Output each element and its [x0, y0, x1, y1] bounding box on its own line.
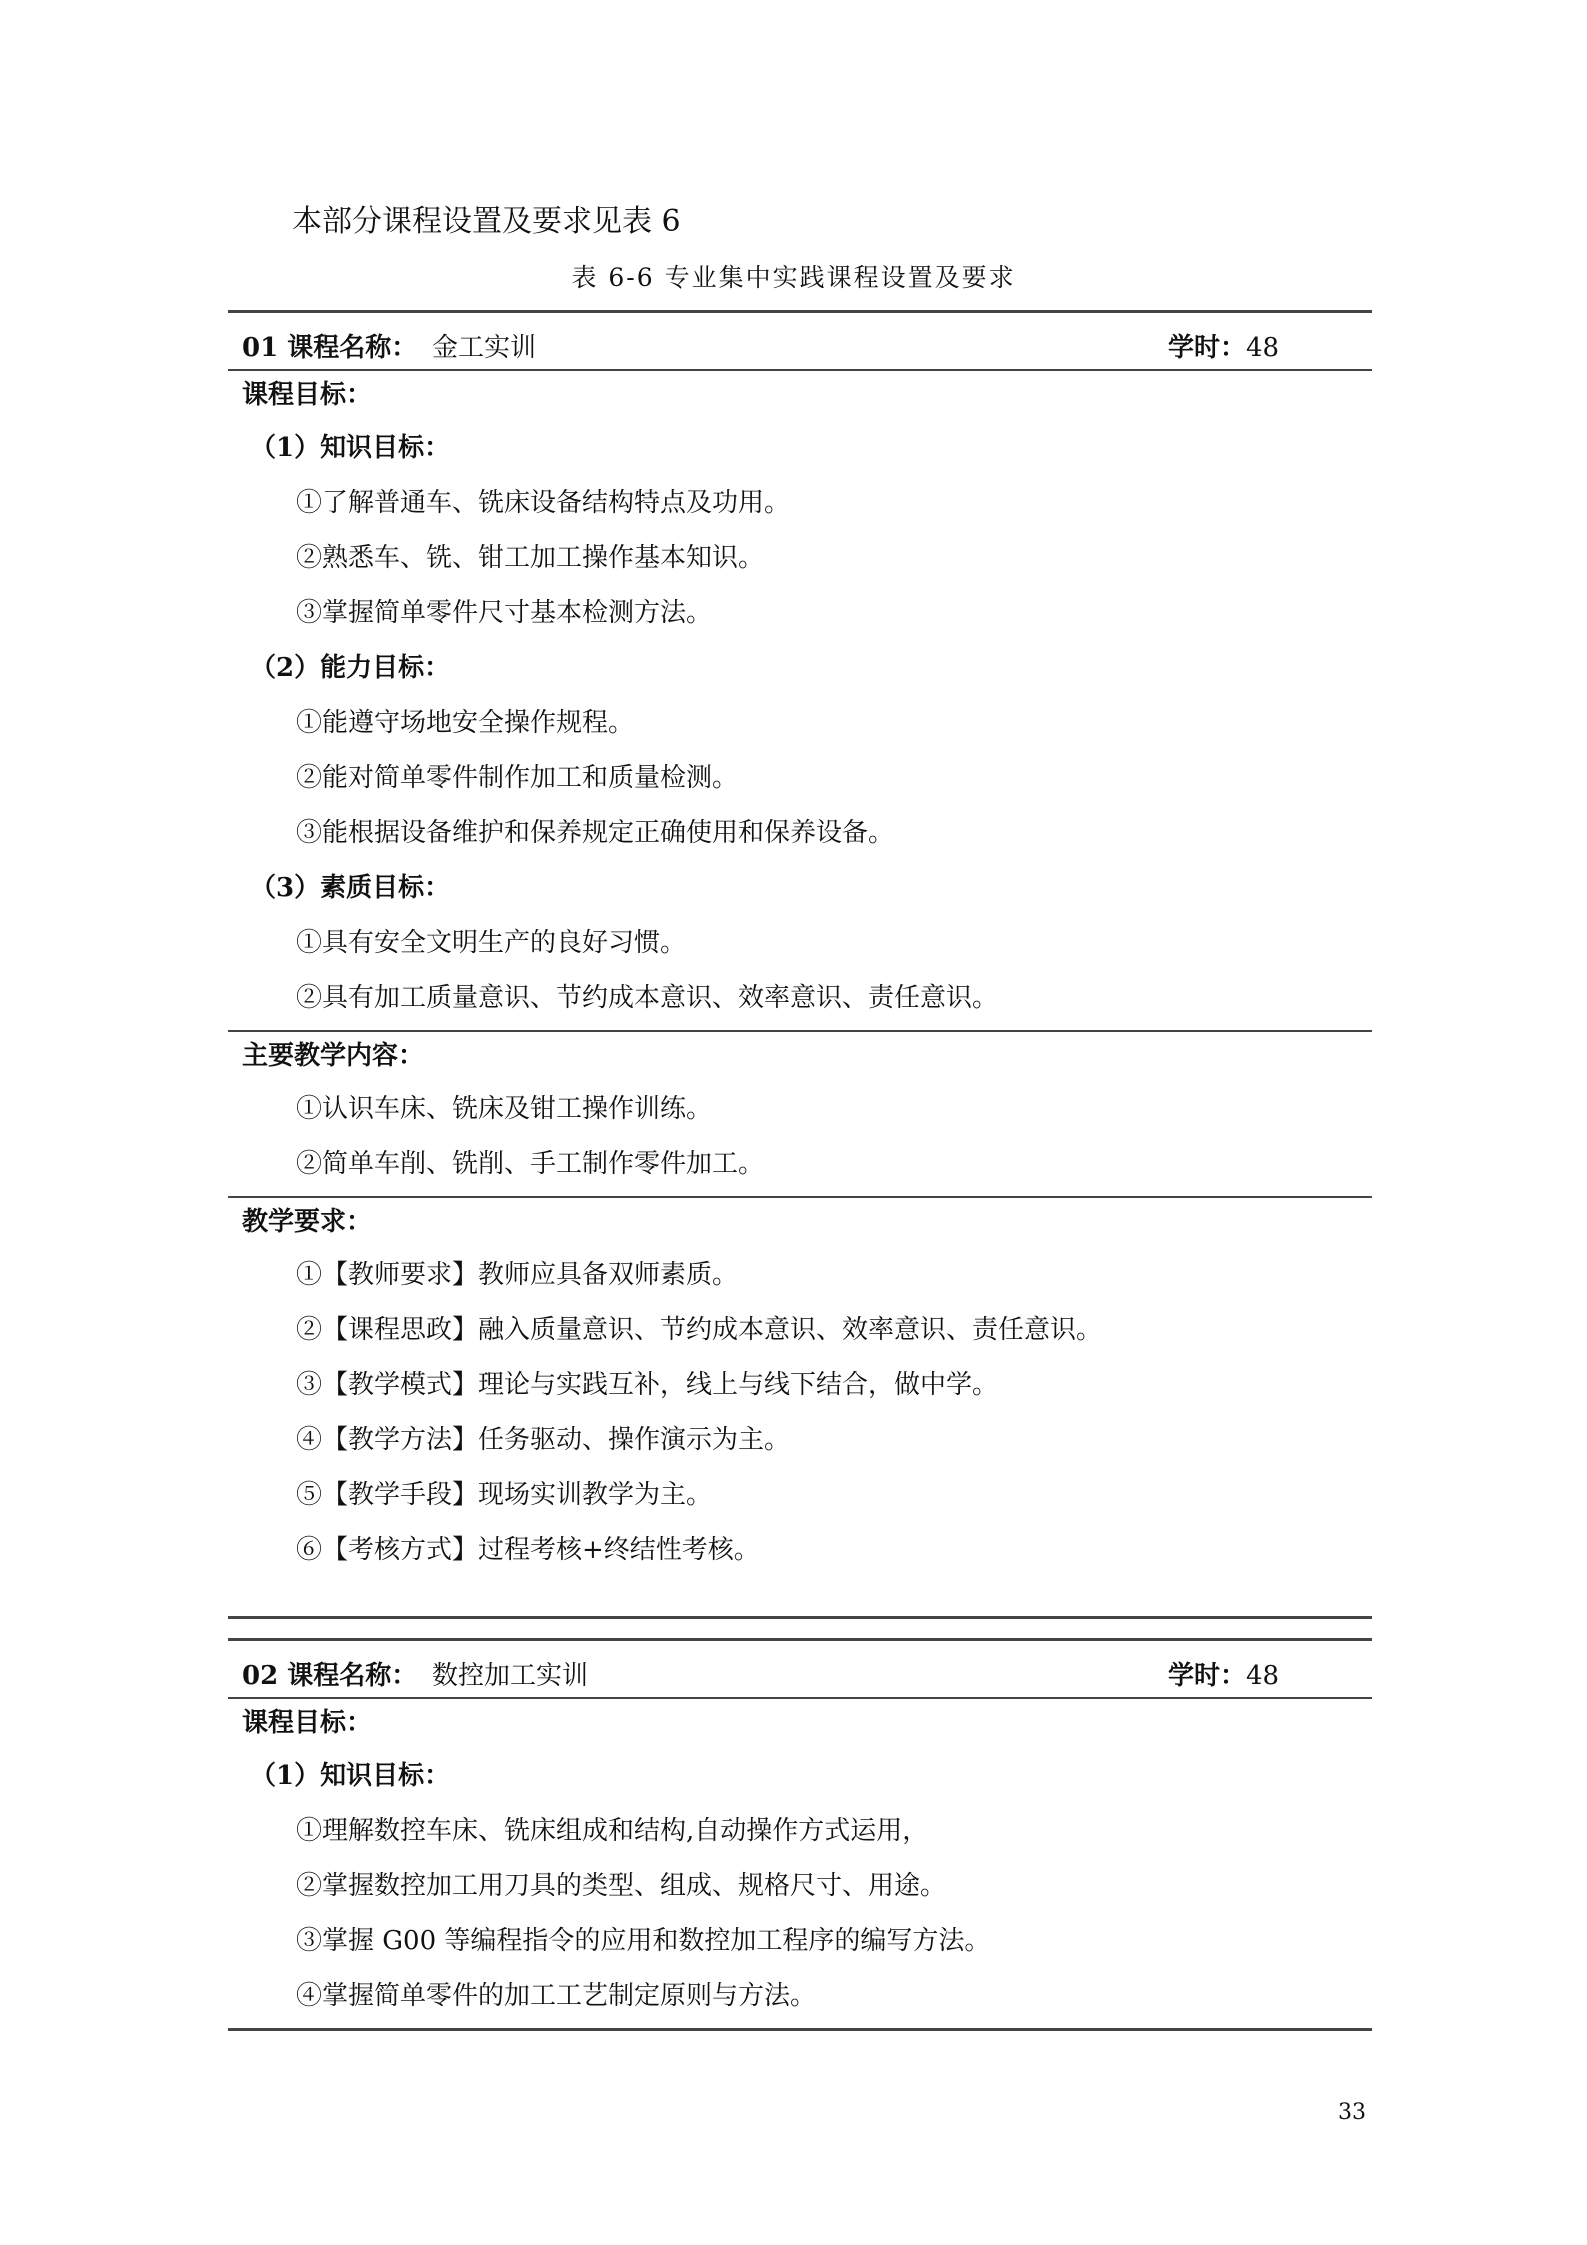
- list-item: ②熟悉车、铣、钳工加工操作基本知识。: [296, 543, 765, 573]
- list-item: ②简单车削、铣削、手工制作零件加工。: [296, 1149, 765, 1179]
- list-item: ④掌握简单零件的加工工艺制定原则与方法。: [296, 1981, 817, 2011]
- ability-goals-title: （2）能力目标：: [250, 653, 451, 683]
- list-item: ①【教师要求】教师应具备双师素质。: [296, 1260, 739, 1290]
- course-header: [228, 313, 1372, 369]
- list-item: ⑤【教学手段】现场实训教学为主。: [296, 1480, 713, 1510]
- table-bottom-rule: [228, 1616, 1372, 1619]
- quality-goals-title: （3）素质目标：: [250, 873, 451, 903]
- course-hours: 学时：48: [1168, 333, 1280, 363]
- list-item: ②具有加工质量意识、节约成本意识、效率意识、责任意识。: [296, 983, 999, 1013]
- list-item: ⑥【考核方式】过程考核+终结性考核。: [296, 1535, 760, 1565]
- course-block-01: [228, 310, 1372, 1619]
- course-name-label: 01 课程名称：: [242, 333, 418, 363]
- course-name-label: 02 课程名称：: [242, 1661, 418, 1691]
- list-item: ③【教学模式】理论与实践互补，线上与线下结合，做中学。: [296, 1370, 999, 1400]
- table-bottom-rule: [228, 2028, 1372, 2031]
- course-name: 金工实训: [432, 333, 537, 363]
- list-item: ①能遵守场地安全操作规程。: [296, 708, 635, 738]
- list-item: ④【教学方法】任务驱动、操作演示为主。: [296, 1425, 791, 1455]
- list-item: ①理解数控车床、铣床组成和结构,自动操作方式运用，: [296, 1816, 929, 1846]
- course-hours: 学时：48: [1168, 1661, 1280, 1691]
- goals-title: 课程目标：: [242, 1708, 373, 1738]
- goals-section: [228, 371, 1372, 1030]
- knowledge-goals-title: （1）知识目标：: [250, 1761, 451, 1791]
- list-item: ①了解普通车、铣床设备结构特点及功用。: [296, 488, 791, 518]
- list-item: ③掌握 G00 等编程指令的应用和数控加工程序的编写方法。: [296, 1926, 991, 1956]
- knowledge-goals-title: （1）知识目标：: [250, 433, 451, 463]
- list-item: ②【课程思政】融入质量意识、节约成本意识、效率意识、责任意识。: [296, 1315, 1103, 1345]
- course-name: 数控加工实训: [432, 1661, 589, 1691]
- list-item: ③能根据设备维护和保养规定正确使用和保养设备。: [296, 818, 895, 848]
- goals-title: 课程目标：: [242, 380, 373, 410]
- course-block-02: [228, 1638, 1372, 2031]
- course-header: [228, 1641, 1372, 1697]
- requirements-title: 教学要求：: [242, 1207, 373, 1237]
- content-title: 主要教学内容：: [242, 1041, 425, 1071]
- goals-section: [228, 1699, 1372, 2028]
- list-item: ②掌握数控加工用刀具的类型、组成、规格尺寸、用途。: [296, 1871, 947, 1901]
- list-item: ②能对简单零件制作加工和质量检测。: [296, 763, 739, 793]
- content-section: [228, 1032, 1372, 1196]
- page-number: 33: [1338, 2100, 1366, 2125]
- table-title: 表 6-6 专业集中实践课程设置及要求: [571, 263, 1016, 292]
- requirements-section: [228, 1198, 1372, 1582]
- list-item: ③掌握简单零件尺寸基本检测方法。: [296, 598, 713, 628]
- list-item: ①认识车床、铣床及钳工操作训练。: [296, 1094, 713, 1124]
- list-item: ①具有安全文明生产的良好习惯。: [296, 928, 687, 958]
- intro-paragraph: 本部分课程设置及要求见表 6: [292, 204, 681, 239]
